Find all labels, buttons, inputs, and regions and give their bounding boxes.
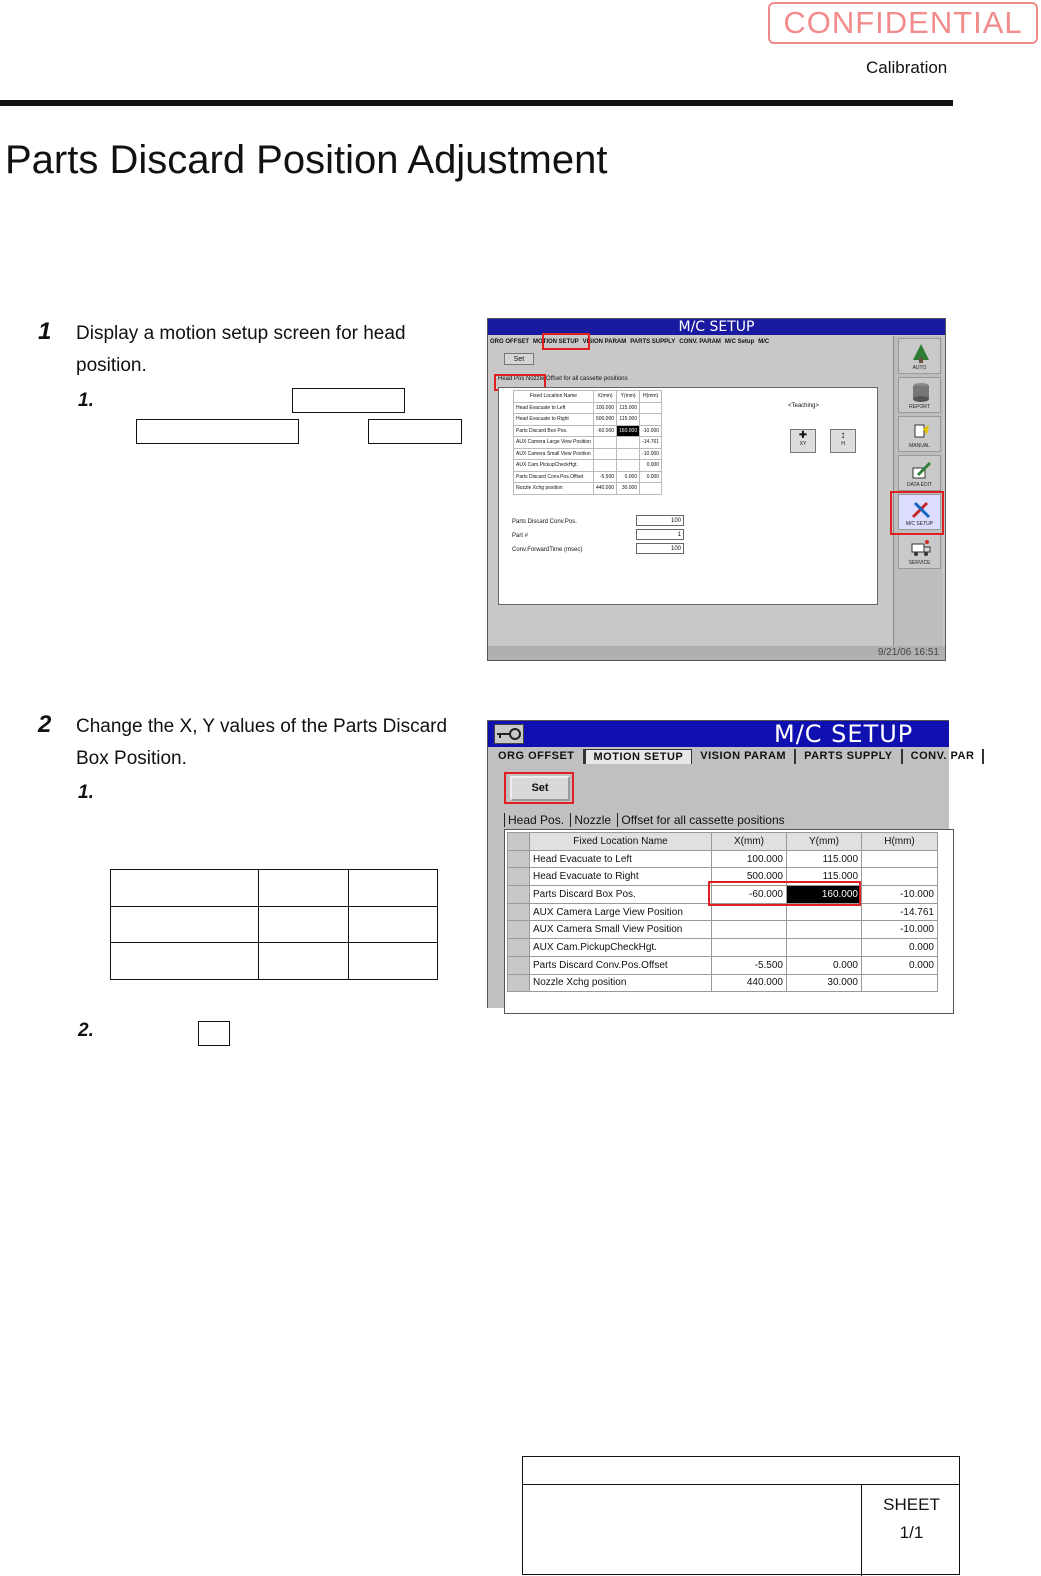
column-header: X(mm): [593, 391, 616, 403]
cell[interactable]: -10.000: [640, 425, 662, 437]
step-2-number: 2: [38, 711, 52, 738]
tab-mc[interactable]: M/C: [758, 338, 770, 345]
document-category: Calibration: [866, 58, 948, 77]
table-row[interactable]: [514, 483, 662, 495]
cell: Head Evacuate to Right: [530, 868, 712, 886]
cell: Parts Discard Box Pos.: [514, 425, 594, 437]
window-title: M/C SETUP: [488, 319, 945, 335]
cell[interactable]: -60.000: [593, 425, 616, 437]
teach-xy-button[interactable]: [790, 429, 816, 453]
cell[interactable]: [640, 402, 662, 414]
cell: AUX Camera Large View Position: [530, 903, 712, 921]
cell[interactable]: [712, 939, 787, 957]
highlight-discard-xy: [708, 881, 861, 906]
report-label: REPORT: [909, 404, 930, 410]
table-row[interactable]: [508, 921, 938, 939]
cell-selected[interactable]: 160.000: [617, 425, 640, 437]
highlight-mc-setup-button: [890, 491, 944, 535]
cell[interactable]: -14.761: [640, 437, 662, 449]
tab-parts-supply[interactable]: PARTS SUPPLY: [796, 749, 903, 764]
conv-fields: [512, 515, 582, 557]
tab-motion-setup[interactable]: MOTION SETUP: [585, 749, 693, 764]
subtab-head-pos[interactable]: Head Pos.: [504, 813, 567, 827]
row-header-corner: [508, 833, 530, 851]
manual-label: MANUAL: [909, 443, 930, 449]
table-row[interactable]: [514, 471, 662, 483]
blank-label-box: [136, 419, 299, 444]
blank-label-box: [292, 388, 405, 413]
cell[interactable]: -10.000: [862, 921, 938, 939]
report-button[interactable]: [898, 377, 941, 413]
cell[interactable]: 500.000: [593, 414, 616, 426]
field-label: Part #: [512, 533, 529, 539]
cell: Parts Discard Conv.Pos.Offset: [514, 471, 594, 483]
table-row[interactable]: [508, 956, 938, 974]
service-label: SERVICE: [908, 560, 931, 566]
subtab-nozzle[interactable]: Nozzle: [570, 813, 614, 827]
set-button[interactable]: Set: [504, 353, 534, 365]
cell[interactable]: 115.000: [617, 402, 640, 414]
step-1-text-line1: Display a motion setup screen for head: [76, 323, 406, 344]
row-header[interactable]: [508, 850, 530, 868]
sheet-label: SHEET: [883, 1495, 940, 1514]
up-down-icon: ↕: [840, 430, 846, 441]
blank-cell: [349, 906, 438, 943]
row-header[interactable]: [508, 868, 530, 886]
header-rule: [0, 100, 953, 106]
cell[interactable]: -5.500: [593, 471, 616, 483]
table-row[interactable]: [514, 425, 662, 437]
cell[interactable]: 115.000: [787, 868, 862, 886]
report-drum-icon: [911, 382, 931, 402]
tab-org-offset[interactable]: ORG OFFSET: [490, 749, 585, 764]
step-2-text-line2: Box Position.: [76, 748, 187, 769]
fixed-location-table: [513, 390, 662, 495]
cell[interactable]: [617, 448, 640, 460]
cell[interactable]: 0.000: [862, 939, 938, 957]
head-pos-panel: [504, 829, 954, 1014]
cell[interactable]: 115.000: [787, 850, 862, 868]
tab-conv-param[interactable]: CONV. PAR: [903, 749, 985, 764]
page-title: Parts Discard Position Adjustment: [5, 138, 608, 182]
sheet-value: 1/1: [899, 1523, 924, 1542]
step-2-sub-2: 2.: [78, 1020, 94, 1041]
cell[interactable]: [640, 414, 662, 426]
row-header[interactable]: [508, 956, 530, 974]
set-button[interactable]: Set: [510, 776, 570, 801]
cell: Parts Discard Box Pos.: [530, 886, 712, 904]
part-number-field[interactable]: 1: [636, 529, 684, 540]
field-label: Parts Discard Conv.Pos.: [512, 519, 577, 525]
title-block-top-row: [523, 1457, 959, 1485]
cell[interactable]: 0.000: [640, 460, 662, 472]
column-header: Fixed Location Name: [530, 833, 712, 851]
tab-conv-param[interactable]: CONV. PARAM: [679, 338, 721, 345]
auto-tree-icon: [911, 343, 931, 363]
cell: AUX Cam.PickupCheckHgt.: [514, 460, 594, 472]
highlight-set-button: [504, 772, 574, 804]
cell[interactable]: [593, 448, 616, 460]
cell: Nozzle Xchg position: [530, 974, 712, 992]
cell[interactable]: [640, 483, 662, 495]
cell[interactable]: [862, 974, 938, 992]
row-header[interactable]: [508, 921, 530, 939]
row-header[interactable]: [508, 903, 530, 921]
blank-cell: [349, 943, 438, 980]
fixed-location-table: [507, 832, 938, 992]
cell[interactable]: 30.000: [617, 483, 640, 495]
table-row[interactable]: [508, 974, 938, 992]
cell: Head Evacuate to Right: [514, 414, 594, 426]
data-edit-button[interactable]: [898, 455, 941, 491]
cell[interactable]: [862, 850, 938, 868]
cell[interactable]: -10.000: [862, 886, 938, 904]
column-header: Fixed Location Name: [514, 391, 594, 403]
service-truck-icon: [911, 538, 931, 558]
cell[interactable]: 0.000: [617, 471, 640, 483]
cell: Nozzle Xchg position: [514, 483, 594, 495]
cell[interactable]: 100.000: [593, 402, 616, 414]
row-header[interactable]: [508, 974, 530, 992]
service-button[interactable]: [898, 533, 941, 569]
tab-parts-supply[interactable]: PARTS SUPPLY: [630, 338, 676, 345]
step-2-sub-1: 1.: [78, 782, 94, 803]
teach-xy-label: XY: [799, 441, 807, 447]
subtab-row[interactable]: Head Pos Nozzle Offset for all cassette positions: [498, 376, 628, 382]
table-row[interactable]: [508, 939, 938, 957]
key-icon[interactable]: [494, 724, 524, 744]
blank-cell: [111, 943, 259, 980]
cell: AUX Camera Small View Position: [530, 921, 712, 939]
cell: Head Evacuate to Left: [514, 402, 594, 414]
table-row[interactable]: [514, 448, 662, 460]
table-row[interactable]: [514, 437, 662, 449]
blank-cell: [259, 870, 349, 907]
teaching-label: <Teaching>: [788, 403, 820, 409]
cell[interactable]: 440.000: [712, 974, 787, 992]
cell[interactable]: [617, 460, 640, 472]
blank-cell: [111, 906, 259, 943]
blank-cell: [259, 906, 349, 943]
manual-button[interactable]: [898, 416, 941, 452]
cell[interactable]: 500.000: [712, 868, 787, 886]
tab-motion-setup[interactable]: MOTION SETUP: [533, 338, 579, 345]
cell[interactable]: [787, 939, 862, 957]
table-row[interactable]: [508, 850, 938, 868]
data-edit-pen-icon: [911, 460, 931, 480]
conv-pos-field[interactable]: 100: [636, 515, 684, 526]
blank-value-table: [110, 869, 438, 980]
blank-label-box: [368, 419, 462, 444]
teach-h-button[interactable]: [830, 429, 856, 453]
cell[interactable]: 100.000: [712, 850, 787, 868]
cell[interactable]: [593, 460, 616, 472]
step-1-text-line2: position.: [76, 355, 147, 376]
sheet-info: [862, 1491, 961, 1547]
column-header: H(mm): [640, 391, 662, 403]
auto-label: AUTO: [912, 365, 927, 371]
table-row[interactable]: [514, 402, 662, 414]
manual-hand-icon: [911, 421, 931, 441]
mc-setup-label: M/C SETUP: [905, 521, 934, 527]
teach-h-label: H: [841, 441, 845, 447]
highlight-motion-setup-tab: [542, 333, 590, 350]
cell[interactable]: [862, 868, 938, 886]
data-edit-label: DATA EDIT: [906, 482, 933, 488]
head-pos-panel: [498, 387, 878, 605]
table-row[interactable]: [514, 414, 662, 426]
status-bar-time: 9/21/06 16:51: [488, 646, 945, 660]
cell[interactable]: 115.000: [617, 414, 640, 426]
column-header: H(mm): [862, 833, 938, 851]
blank-cell: [349, 870, 438, 907]
tab-mc-setup[interactable]: M/C Setup: [724, 338, 755, 345]
column-header: Y(mm): [617, 391, 640, 403]
tab-org-offset[interactable]: ORG OFFSET: [490, 338, 529, 345]
step-2-text-line1: Change the X, Y values of the Parts Discard: [76, 716, 448, 737]
table-row[interactable]: [514, 460, 662, 472]
cell[interactable]: 30.000: [787, 974, 862, 992]
cell[interactable]: [593, 437, 616, 449]
tab-vision-param[interactable]: VISION PARAM: [692, 749, 796, 764]
column-header: X(mm): [712, 833, 787, 851]
field-label: Conv.ForwardTime (msec): [512, 547, 583, 553]
blank-label-box: [198, 1021, 230, 1046]
cell[interactable]: [787, 921, 862, 939]
cell[interactable]: -5.500: [712, 956, 787, 974]
subtab-row: [504, 813, 788, 827]
step-1-sub-1: 1.: [78, 390, 94, 411]
cell-x-discard[interactable]: -60.000: [712, 886, 787, 904]
row-header[interactable]: [508, 886, 530, 904]
mc-setup-screenshot-large: [487, 720, 975, 1008]
cell: AUX Camera Small View Position: [514, 448, 594, 460]
cell: AUX Camera Large View Position: [514, 437, 594, 449]
cell-selected[interactable]: 160.000: [787, 886, 862, 904]
step-1-number: 1: [38, 318, 52, 345]
cell: Head Evacuate to Left: [530, 850, 712, 868]
tab-row: [490, 749, 975, 765]
mc-setup-screenshot-small: [487, 318, 946, 661]
move-icon: ✚: [798, 430, 808, 441]
column-header: Y(mm): [787, 833, 862, 851]
conv-forward-time-field[interactable]: 100: [636, 543, 684, 554]
row-header[interactable]: [508, 939, 530, 957]
cell: AUX Cam.PickupCheckHgt.: [530, 939, 712, 957]
cell[interactable]: 0.000: [787, 956, 862, 974]
confidential-stamp: CONFIDENTIAL: [768, 2, 1038, 44]
cell[interactable]: 0.000: [640, 471, 662, 483]
cell: Parts Discard Conv.Pos.Offset: [530, 956, 712, 974]
blank-cell: [259, 943, 349, 980]
blank-cell: [111, 870, 259, 907]
cell[interactable]: [617, 437, 640, 449]
window-title: M/C SETUP: [488, 721, 949, 747]
cell[interactable]: -14.761: [862, 903, 938, 921]
cell[interactable]: -10.000: [640, 448, 662, 460]
title-block: [522, 1456, 960, 1575]
tab-vision-param[interactable]: VISION PARAM: [582, 338, 627, 345]
cell[interactable]: 0.000: [862, 956, 938, 974]
auto-button[interactable]: [898, 338, 941, 374]
cell[interactable]: 440.000: [593, 483, 616, 495]
cell[interactable]: [712, 921, 787, 939]
subtab-offset[interactable]: Offset for all cassette positions: [617, 813, 787, 827]
